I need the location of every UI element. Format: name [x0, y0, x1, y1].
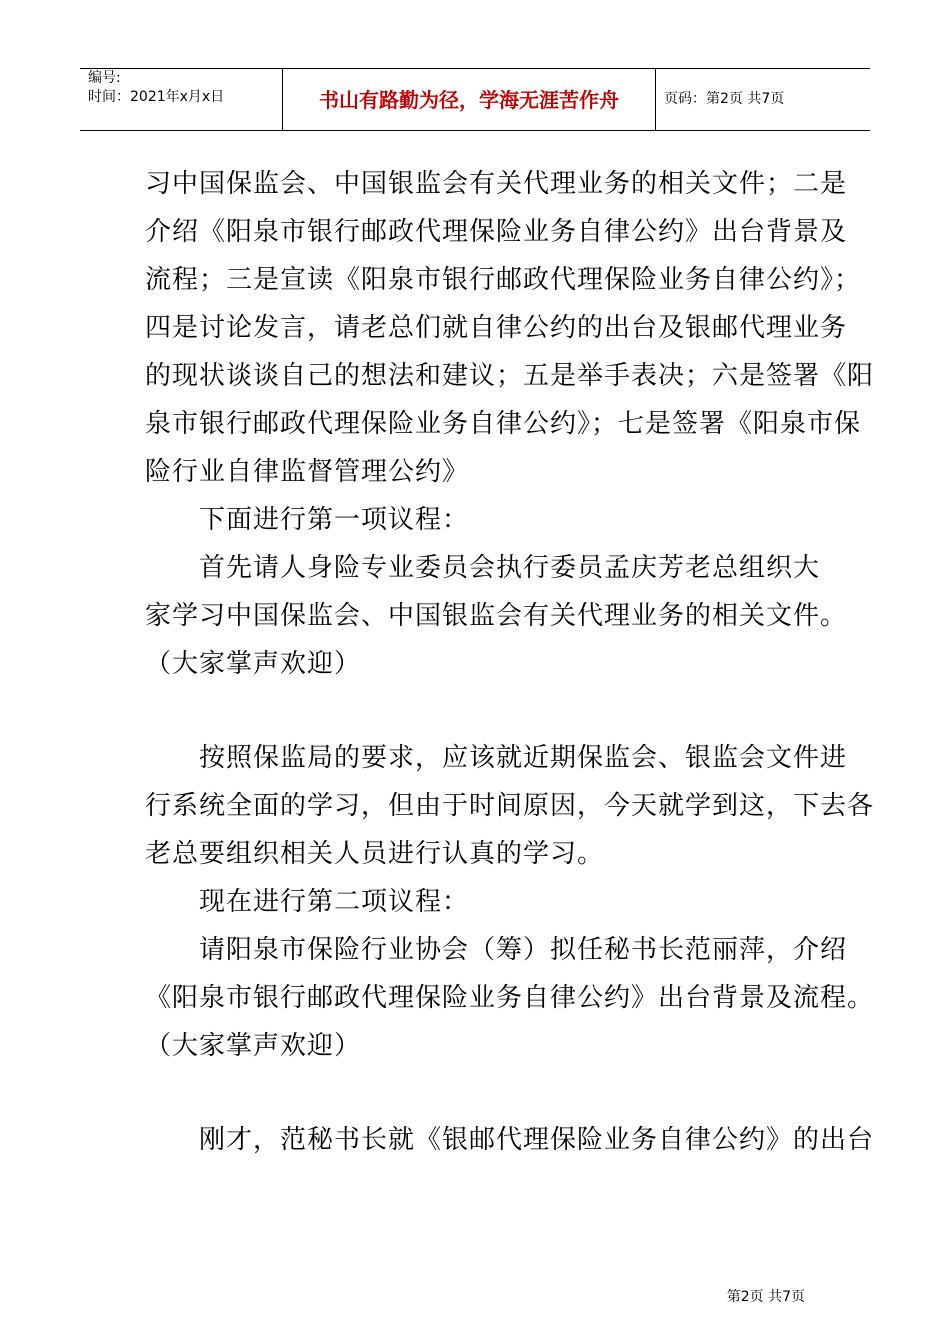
body-line: 四是讨论发言，请老总们就自律公约的出台及银邮代理业务 [145, 313, 848, 343]
body-line: 《阳泉市银行邮政代理保险业务自律公约》出台背景及流程。 [145, 983, 875, 1013]
body-line: 泉市银行邮政代理保险业务自律公约》；七是签署《阳泉市保 [145, 409, 862, 439]
header-motto: 书山有路勤为径，学海无涯苦作舟 [319, 88, 619, 112]
document-id-label: 编号: [88, 70, 121, 86]
body-line: 行系统全面的学习，但由于时间原因，今天就学到这，下去各 [145, 791, 875, 821]
body-line: （大家掌声欢迎） [145, 1031, 362, 1061]
body-line: 按照保监局的要求，应该就近期保监会、银监会文件进 [145, 743, 848, 773]
header-info-cell [80, 69, 283, 130]
body-line: 家学习中国保监会、中国银监会有关代理业务的相关文件。 [145, 601, 848, 631]
footer-page-number: 第2页 共7页 [726, 1289, 805, 1305]
body-line: 现在进行第二项议程： [145, 887, 470, 917]
header-page-number: 页码：第2页 共7页 [664, 91, 785, 107]
body-line: 习中国保监会、中国银监会有关代理业务的相关文件；二是 [145, 169, 848, 199]
header-motto-cell [283, 69, 656, 130]
document-body [145, 160, 875, 1164]
body-line: 险行业自律监督管理公约》 [145, 457, 470, 487]
blank-line [145, 1070, 815, 1116]
body-line: 首先请人身险专业委员会执行委员孟庆芳老总组织大 [145, 553, 821, 583]
body-line: （大家掌声欢迎） [145, 649, 362, 679]
body-line: 请阳泉市保险行业协会（筹）拟任秘书长范丽萍，介绍 [145, 935, 848, 965]
body-line: 的现状谈谈自己的想法和建议；五是举手表决；六是签署《阳 [145, 361, 875, 391]
body-line: 流程；三是宣读《阳泉市银行邮政代理保险业务自律公约》； [145, 265, 862, 295]
header-page-cell [656, 69, 870, 130]
document-time-label: 时间：2021年x月x日 [88, 89, 225, 105]
body-line: 刚才，范秘书长就《银邮代理保险业务自律公约》的出台 [145, 1125, 875, 1155]
body-line: 介绍《阳泉市银行邮政代理保险业务自律公约》出台背景及 [145, 217, 848, 247]
document-header [80, 68, 870, 131]
body-line: 下面进行第一项议程： [145, 505, 470, 535]
body-line: 老总要组织相关人员进行认真的学习。 [145, 839, 605, 869]
blank-line [145, 688, 815, 734]
